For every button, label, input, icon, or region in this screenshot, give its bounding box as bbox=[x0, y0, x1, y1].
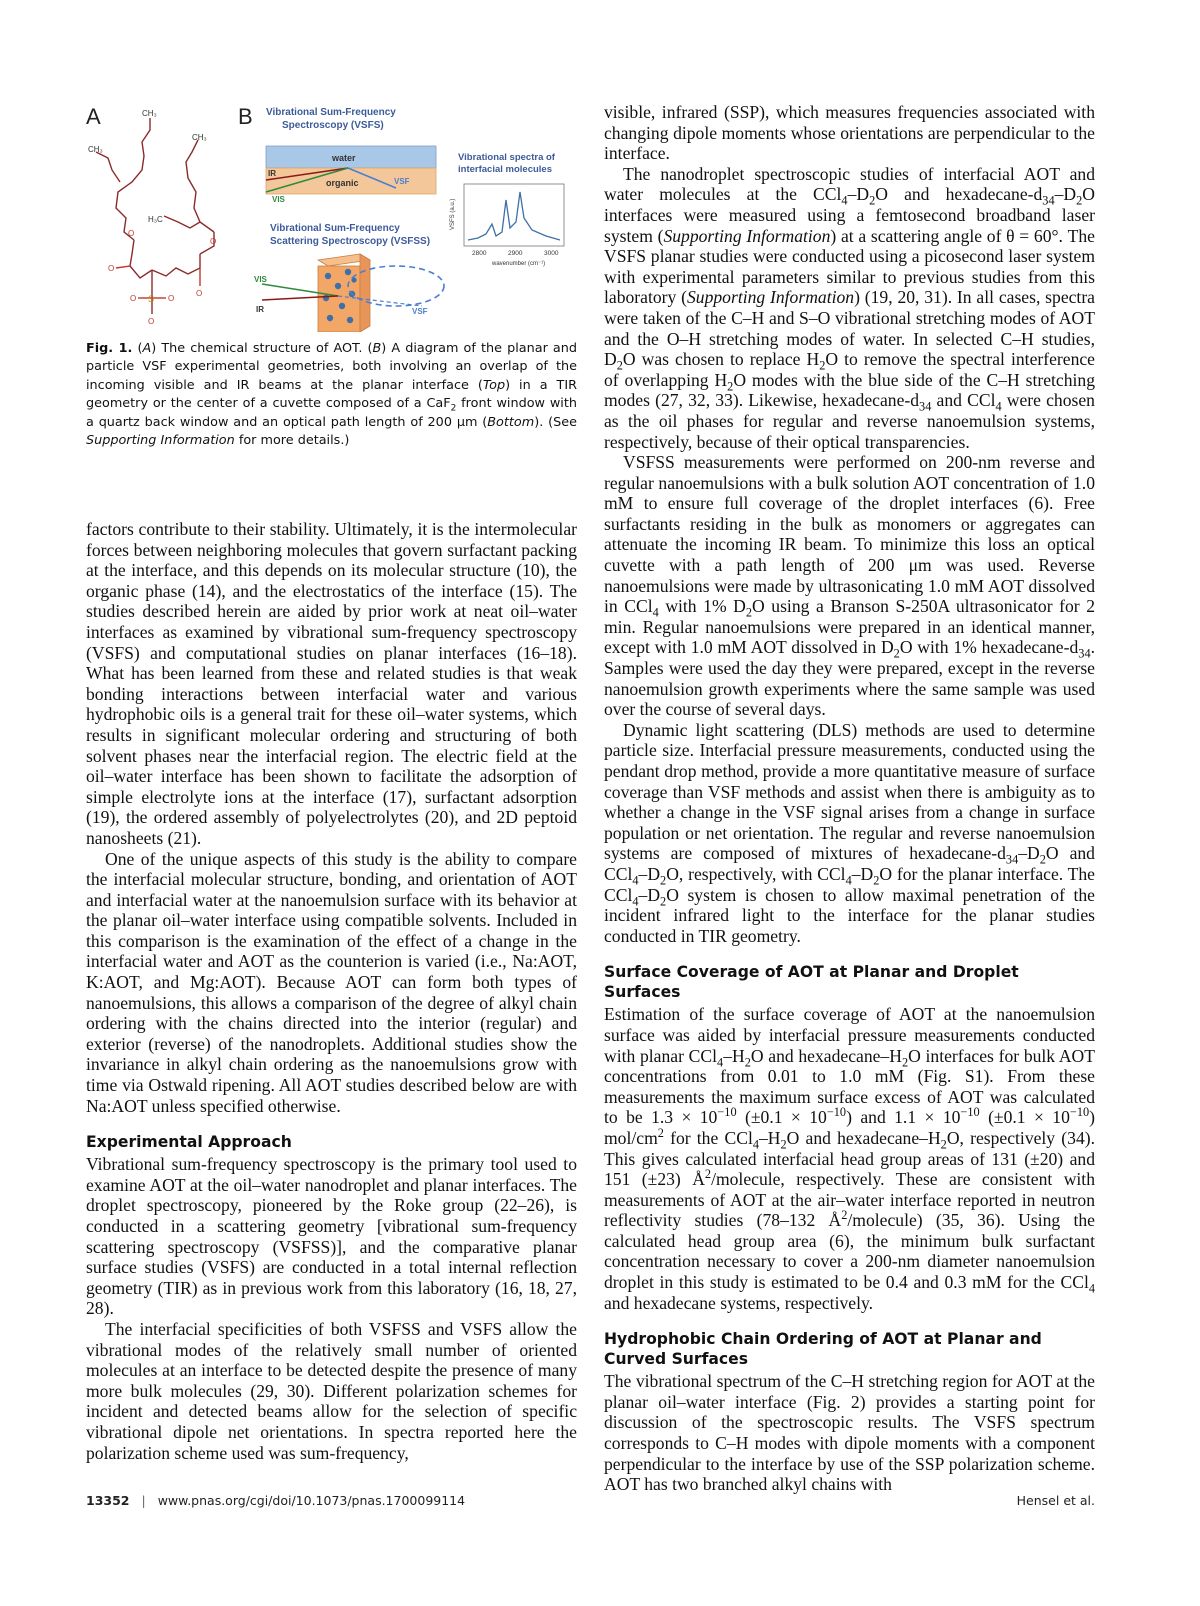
vis-label-bottom: VIS bbox=[254, 275, 267, 284]
figure-caption: Fig. 1. (A) The chemical structure of AOT. (B) A diagram of the planar and particle VSF experimental geometries, both involving an overlap of the incoming visible and IR beams at the planar interface (Top) in a TIR geometry or the center of a cuvette composed of a CaF$_2$ front window with a quartz back window and an optical path length of 200 μm (Bottom). (See Supporting Information for more details.) bbox=[86, 341, 578, 449]
paragraph: VSFSS measurements were performed on 200-nm reverse and regular nanoemulsions with a bulk solution AOT concentration of 1.0 mM to ensure full coverage of the droplet interfaces (6). Free surfactants residing in the bulk as monomers or aggregates can attenuate the incoming IR beam. To minimize this loss an optical cuvette with a path length of 200 μm was used. Reverse nanoemulsions were made by ultrasonicating 1.0 mM AOT dissolved in CCl$_4$ with 1% $D_2O$ using a Branson S-250A ultrasonicator for 2 min. Regular nanoemulsions were prepared in an identical manner, except with 1.0 mM AOT dissolved in $D_2O$ with 1% hexadecane-$d_{34}$. Samples were used the day they were prepared, except in the reverse nanoemulsion growth experiments where the same sample was used over the course of several days. bbox=[604, 452, 1095, 720]
ch3-label-1: CH₃ bbox=[142, 109, 157, 118]
o-label-1: O bbox=[128, 229, 135, 238]
figure-1 bbox=[86, 100, 577, 332]
vsfs-title-2: Spectroscopy (VSFS) bbox=[282, 120, 384, 131]
caption-label: Fig. 1. bbox=[86, 341, 133, 356]
ir-label-top: IR bbox=[268, 169, 276, 178]
section-heading-experimental: Experimental Approach bbox=[86, 1133, 292, 1152]
paragraph: visible, infrared (SSP), which measures frequencies associated with changing dipole moments whose orientations are perpendicular to the interface. bbox=[604, 102, 1095, 164]
vsfs-title-1: Vibrational Sum-Frequency bbox=[266, 107, 396, 118]
footer-left bbox=[86, 1493, 465, 1508]
section-heading-surface-coverage: Surface Coverage of AOT at Planar and Droplet Surfaces bbox=[604, 963, 1019, 1002]
o-label-5: O bbox=[130, 294, 137, 303]
x-tick-3000: 3000 bbox=[544, 250, 559, 257]
page-number: 13352 bbox=[86, 1493, 130, 1508]
organic-label: organic bbox=[326, 178, 359, 188]
footer-separator: | bbox=[141, 1493, 146, 1508]
paragraph: Dynamic light scattering (DLS) methods are used to determine particle size. Interfacial pressure measurements, conducted using the pendant drop method, provide a more quantitative measure of surface coverage than VSF methods and assist when there is ambiguity as to whether a change in the VSF signal arises from a change in surface population or net orientation. The regular and reverse nanoemulsion systems are composed of mixtures of hexadecane-$d_{34}-D_2O$ and $CCl_4-D_2O$, respectively, with $CCl_4-D_2O$ for the planar interface. The $CCl_4-D_2O$ system is chosen to allow maximal penetration of the incident infrared light to the interface for the planar studies conducted in TIR geometry. bbox=[604, 719, 1095, 946]
section-heading-hydrophobic: Hydrophobic Chain Ordering of AOT at Planar and Curved Surfaces bbox=[604, 1330, 1042, 1369]
s-label: S bbox=[148, 294, 155, 304]
o-label-3: O bbox=[108, 264, 115, 273]
paragraph: Estimation of the surface coverage of AOT at the nanoemulsion surface was aided by interfacial pressure measurements conducted with planar $CCl_4-H_2O$ and hexadecane–$H_2O$ interfaces for bulk AOT concentrations from 0.01 to 1.0 mM (Fig. S1). From these measurements the maximum surface excess of AOT was calculated to be $1.3 \times 10^{-10}$ $(\pm 0.1 \times 10^{-10})$ and $1.1 \times 10^{-10}$ $(\pm 0.1 \times 10^{-10})$ mol/$cm^2$ for the $CCl_4-H_2O$ and hexadecane–$H_2O$, respectively (34). This gives calculated interfacial head group areas of 131 (±20) and 151 (±23) $Å^2$/molecule, respectively. These are consistent with measurements of AOT at the air–water interface reported in neutron reflectivity studies (78–132 $Å^2/molecule$) (35, 36). Using the calculated head group area (6), the minimum bulk surfactant concentration necessary to cover a 200-nm diameter nanoemulsion droplet in this study is estimated to be 0.4 and 0.3 mM for the CCl$_4$ and hexadecane systems, respectively. bbox=[604, 1004, 1096, 1313]
vsf-label-bottom: VSF bbox=[412, 307, 428, 316]
paragraph: Vibrational sum-frequency spectroscopy is the primary tool used to examine AOT at the oil–water nanodroplet and planar interfaces. The droplet spectroscopy, pioneered by the Roke group (22–26), is conducted in a scattering geometry [vibrational sum-frequency scattering spectroscopy (VSFSS)], and the comparative planar surface studies (VSFS) are conducted in a total internal reflection geometry (TIR) as in previous work from this laboratory (16, 18, 27, 28). bbox=[86, 1154, 577, 1319]
o-label-7: O bbox=[148, 317, 155, 326]
footer-authors: Hensel et al. bbox=[1016, 1493, 1095, 1508]
left-column bbox=[86, 519, 577, 1463]
x-tick-2800: 2800 bbox=[472, 250, 487, 257]
vsf-label-top: VSF bbox=[394, 177, 410, 186]
paragraph: factors contribute to their stability. Ultimately, it is the intermolecular forces between neighboring molecules that govern surfactant packing at the interface, and this depends on its molecular structure (10), the organic phase (14), and the electrostatics of the interface (15). The studies described herein are aided by prior work at neat oil–water interfaces as examined by vibrational sum-frequency spectroscopy (VSFS) and computational studies on planar interfaces (16–18). What has been learned from these and related studies is that weak bonding interactions between interfacial water and various hydrophobic oils is a general trait for these oil–water systems, which results in significant molecular ordering and structuring of both solvent phases near the interfacial region. The electric field at the oil–water interface has been shown to facilitate the adsorption of simple electrolyte ions at the interface (17), surfactant adsorption (19), the ordered assembly of polyelectrolytes (20), and 2D peptoid nanosheets (21). bbox=[86, 519, 577, 848]
o-label-2: O bbox=[210, 237, 217, 246]
paragraph: The vibrational spectrum of the C–H stretching region for AOT at the planar oil–water interface (Fig. 2) provides a starting point for discussion of the spectroscopic results. The VSFS spectrum corresponds to C–H modes with dipole moments with a component perpendicular to the interface by use of the SSP polarization scheme. AOT has two branched alkyl chains with bbox=[604, 1371, 1095, 1495]
ch3-label-3: CH₃ bbox=[192, 133, 207, 142]
doi-link[interactable]: www.pnas.org/cgi/doi/10.1073/pnas.1700099114 bbox=[157, 1493, 466, 1508]
ch3-label-2: CH₃ bbox=[88, 145, 103, 154]
x-tick-2900: 2900 bbox=[508, 250, 523, 257]
panel-a-label: A bbox=[86, 104, 101, 129]
paragraph: The interfacial specificities of both VSFSS and VSFS allow the vibrational modes of the relatively small number of oriented molecules at an interface to be detected despite the presence of many more bulk molecules (29, 30). Different polarization schemes for incident and detected beams allow for the selection of specific vibrational dipole net orientations. In spectra reported here the polarization scheme used was sum-frequency, bbox=[86, 1318, 577, 1463]
right-column bbox=[604, 102, 1095, 1495]
h3c-label: H₃C bbox=[148, 215, 163, 224]
vsfss-title-1: Vibrational Sum-Frequency bbox=[270, 223, 400, 234]
ir-label-bottom: IR bbox=[256, 305, 264, 314]
spectra-title-2: interfacial molecules bbox=[458, 164, 552, 175]
o-label-4: O bbox=[196, 289, 203, 298]
spectrum-x-axis: wavenumber (cm⁻¹) bbox=[492, 261, 546, 267]
figure-1-graphic bbox=[86, 100, 577, 332]
vsfss-title-2: Scattering Spectroscopy (VSFSS) bbox=[270, 236, 431, 247]
o-label-6: O bbox=[168, 294, 175, 303]
water-label: water bbox=[332, 153, 356, 163]
panel-b-label: B bbox=[238, 104, 253, 129]
paragraph: One of the unique aspects of this study is the ability to compare the interfacial molecular structure, bonding, and orientation of AOT and interfacial water at the nanoemulsion surface with its behavior at the planar oil–water interface using compatible solvents. Included in this comparison is the examination of the effect of a change in the interfacial water and AOT as the counterion is varied (i.e., Na:AOT, K:AOT, and Mg:AOT). Because AOT can form both types of nanoemulsions, this allows a comparison of the degree of alkyl chain ordering with the chains directed into the interior (regular) and exterior (reverse) of the nanodroplets. Additional studies show the invariance in alkyl chain ordering as the nanoemulsions grow with time via Ostwald ripening. All AOT studies described below are with Na:AOT unless specified otherwise. bbox=[86, 848, 577, 1116]
vis-label-top: VIS bbox=[272, 195, 285, 204]
spectra-title-1: Vibrational spectra of bbox=[458, 152, 555, 163]
paragraph: The nanodroplet spectroscopic studies of interfacial AOT and water molecules at the $CCl_4-D_2O$ and hexadecane-$d_{34}-D_2O$ interfaces were measured using a femtosecond broadband laser system (Supporting Information) at a scattering angle of θ = 60°. The VSFS planar studies were conducted using a picosecond laser system with experimental parameters similar to previous studies from this laboratory (Supporting Information) (19, 20, 31). In all cases, spectra were taken of the C–H and S–O vibrational stretching modes of AOT and the O–H stretching modes of water. In selected C–H studies, $D_2O$ was chosen to replace $H_2O$ to remove the spectral interference of overlapping $H_2O$ modes with the blue side of the C–H stretching modes (27, 32, 33). Likewise, hexadecane-$d_{34}$ and CCl$_4$ were chosen as the oil phases for regular and reverse nanoemulsion systems, respectively, because of their optical transparencies. bbox=[604, 163, 1095, 452]
spectrum-y-axis: VSFS (a.u.) bbox=[450, 198, 456, 230]
